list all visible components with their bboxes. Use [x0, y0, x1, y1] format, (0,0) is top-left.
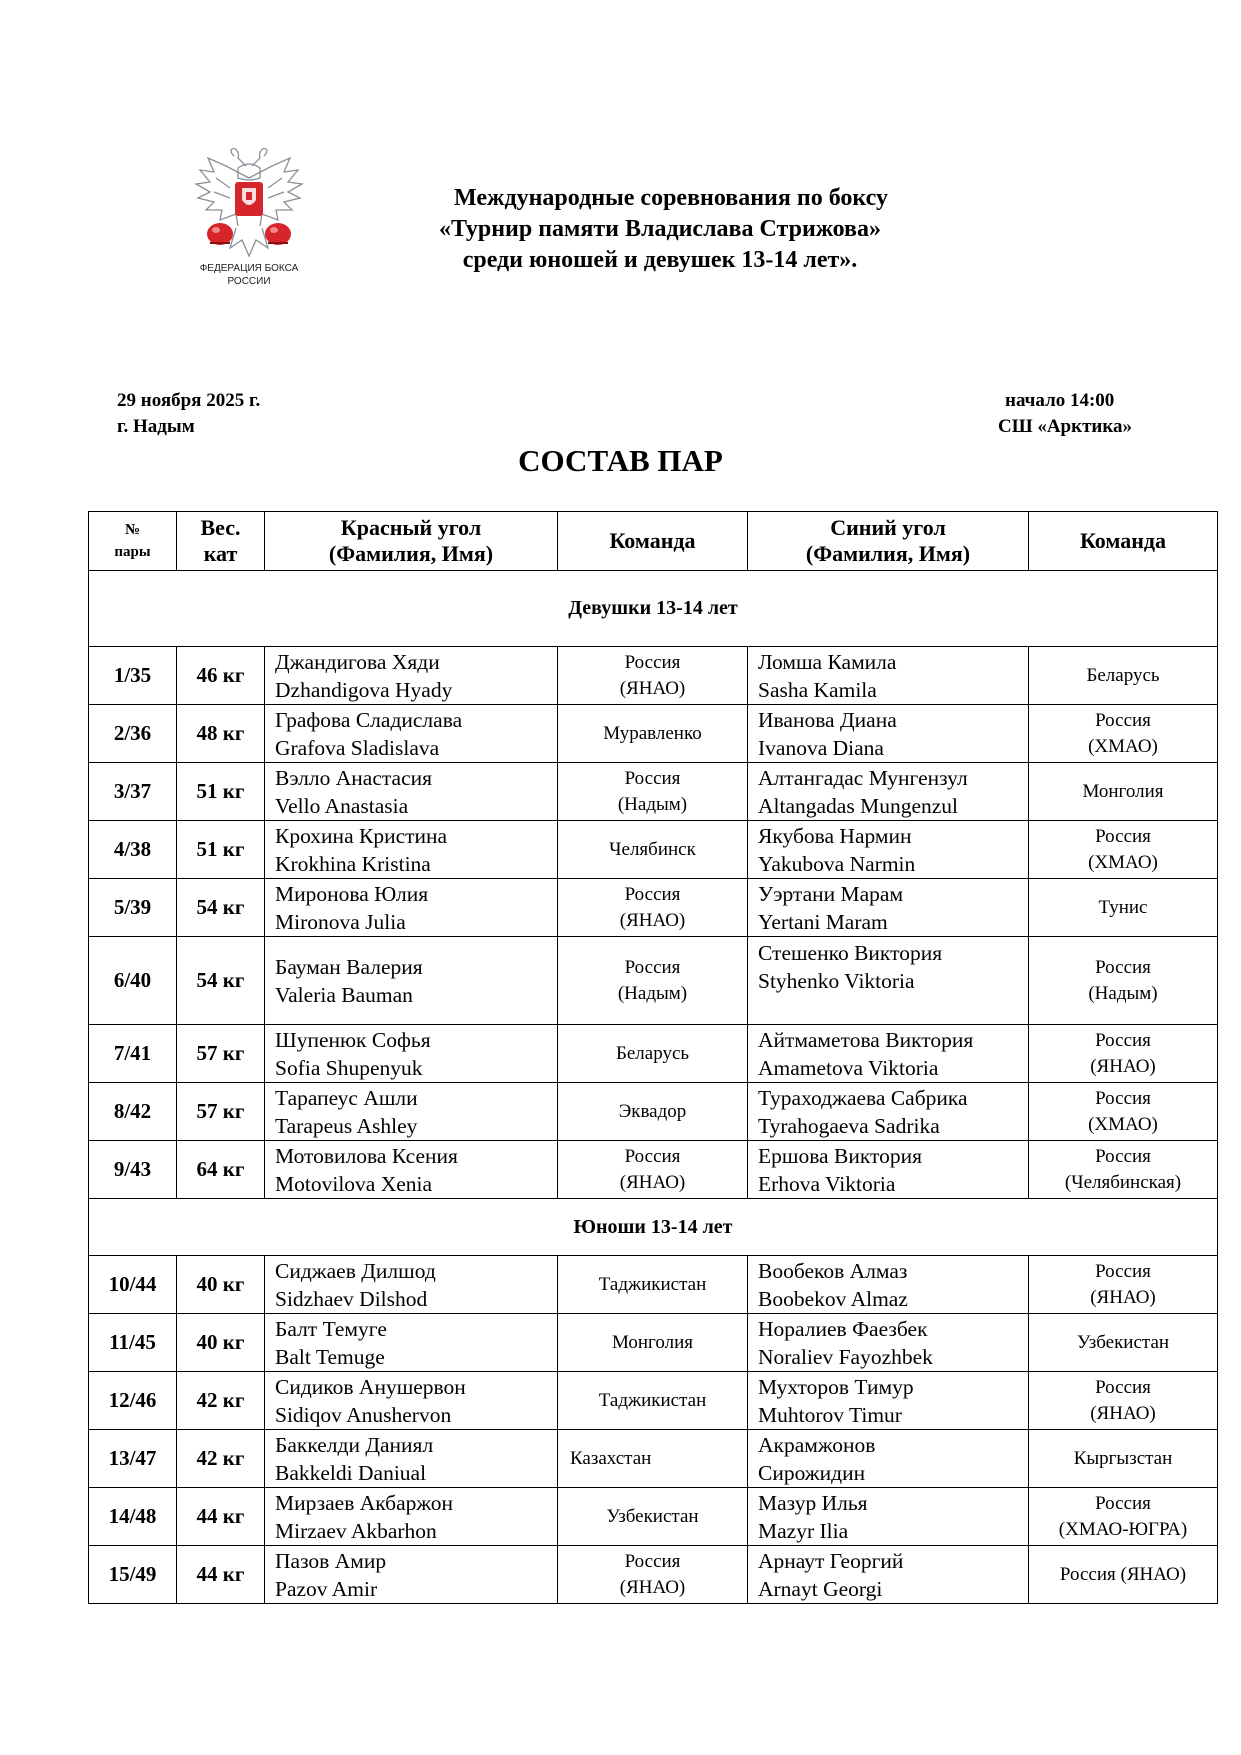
red-name-line: Vello Anastasia: [275, 793, 409, 818]
blue-corner-team: [1029, 1083, 1218, 1141]
col-header-blue-corner: [748, 512, 1029, 571]
blue-team-line: (ЯНАО): [1090, 1286, 1156, 1308]
red-name-line: Mirzaev Akbarhon: [275, 1518, 437, 1543]
blue-team-line: Тунис: [1098, 896, 1148, 918]
red-name-line: Sidzhaev Dilshod: [275, 1286, 428, 1311]
red-name-line: Вэлло Анастасия: [275, 765, 433, 790]
red-team-line: Беларусь: [615, 1042, 690, 1064]
table-row: [89, 1141, 1218, 1199]
blue-corner-team: [1029, 1488, 1218, 1546]
red-team-line: (ЯНАО): [619, 909, 686, 931]
red-corner-team: [558, 1256, 748, 1314]
blue-team-line: Россия: [1095, 825, 1151, 847]
red-name-line: Tarapeus Ashley: [275, 1113, 418, 1138]
blue-team-line: Россия (ЯНАО): [1059, 1563, 1187, 1585]
red-corner-team: [558, 821, 748, 879]
blue-corner-name: [748, 705, 1029, 763]
blue-corner-name: [748, 763, 1029, 821]
pair-number: 4/38: [89, 821, 177, 879]
blue-corner-team: [1029, 1025, 1218, 1083]
blue-name-line: Noraliev Fayozhbek: [758, 1344, 933, 1369]
red-corner-name: [265, 1025, 558, 1083]
table-row: [89, 1256, 1218, 1314]
event-city: г. Надым: [117, 416, 195, 437]
red-name-line: Сиджаев Дилшод: [275, 1258, 436, 1283]
blue-name-line: Amametova Viktoria: [758, 1055, 939, 1080]
red-corner-name: [265, 1430, 558, 1488]
blue-team-line: (ЯНАО): [1090, 1402, 1156, 1424]
col-header-weight: [177, 512, 265, 571]
red-team-line: Россия: [624, 956, 681, 978]
weight-class: 42 кг: [177, 1430, 265, 1488]
table-row: [89, 937, 1218, 1025]
weight-class: 54 кг: [177, 937, 265, 1025]
blue-name-line: Arnayt Georgi: [758, 1576, 883, 1601]
blue-name-line: Стешенко Виктория: [758, 940, 943, 965]
blue-corner-name: [748, 879, 1029, 937]
date-location: [117, 388, 260, 440]
blue-name-line: Норалиев Фаезбек: [758, 1316, 928, 1341]
red-name-line: Мотовилова Ксения: [275, 1143, 458, 1168]
red-corner-name: [265, 705, 558, 763]
weight-class: 44 кг: [177, 1546, 265, 1604]
red-corner-name: [265, 1256, 558, 1314]
group-title: Девушки 13-14 лет: [89, 571, 1218, 647]
red-name-line: Valeria Bauman: [275, 982, 413, 1007]
pair-number: 3/37: [89, 763, 177, 821]
red-corner-name: [265, 879, 558, 937]
col-header-weight-line-1: Вес.: [200, 515, 241, 540]
blue-name-line: Mazyr Ilia: [758, 1518, 849, 1543]
blue-corner-team: [1029, 1141, 1218, 1199]
red-name-line: Motovilova Xenia: [275, 1171, 433, 1196]
red-team-line: (Надым): [617, 793, 688, 815]
blue-team-line: (ЯНАО): [1090, 1055, 1156, 1077]
col-header-blue-line-2: (Фамилия, Имя): [805, 541, 971, 566]
logo-caption-line-2: РОССИИ: [227, 276, 271, 287]
red-name-line: Bakkeldi Daniual: [275, 1460, 427, 1485]
blue-name-line: Boобеков Алмаз: [758, 1258, 908, 1283]
table-row: [89, 1488, 1218, 1546]
pair-number: 12/46: [89, 1372, 177, 1430]
red-name-line: Джандигова Хяди: [275, 649, 440, 674]
logo-caption-line-1: ФЕДЕРАЦИЯ БОКСА: [199, 263, 299, 274]
blue-team-line: Монголия: [1082, 780, 1164, 802]
table-row: [89, 705, 1218, 763]
red-corner-team: [558, 879, 748, 937]
table-row: [89, 1314, 1218, 1372]
table-row: [89, 1372, 1218, 1430]
red-name-line: Тарапеус Ашли: [275, 1085, 418, 1110]
pair-number: 10/44: [89, 1256, 177, 1314]
blue-name-line: Мазур Илья: [758, 1490, 868, 1515]
event-title-line-2: «Турнир памяти Владислава Стрижова»: [439, 216, 881, 242]
red-name-line: Сидиков Анушервон: [275, 1374, 466, 1399]
blue-corner-name: [748, 1546, 1029, 1604]
red-corner-name: [265, 1083, 558, 1141]
pair-number: 11/45: [89, 1314, 177, 1372]
blue-name-line: Тураходжаева Сабрика: [758, 1085, 968, 1110]
weight-class: 42 кг: [177, 1372, 265, 1430]
red-team-line: (ЯНАО): [619, 1576, 686, 1598]
weight-class: 40 кг: [177, 1314, 265, 1372]
red-corner-name: [265, 763, 558, 821]
col-header-blue-line-1: Синий угол: [830, 515, 946, 540]
blue-corner-team: [1029, 763, 1218, 821]
blue-name-line: Якубова Нармин: [758, 823, 912, 848]
blue-corner-team: [1029, 1372, 1218, 1430]
blue-name-line: Boobekov Almaz: [758, 1286, 908, 1311]
page-heading: СОСТАВ ПАР: [518, 443, 723, 478]
blue-name-line: Erhova Viktoria: [758, 1171, 896, 1196]
blue-team-line: (ХМАО): [1088, 735, 1158, 757]
blue-corner-name: [748, 937, 1029, 1025]
red-corner-team: [558, 763, 748, 821]
red-team-line: (Надым): [617, 982, 688, 1004]
red-corner-team: [558, 1488, 748, 1546]
blue-name-line: Сирожидин: [758, 1460, 866, 1485]
blue-corner-name: [748, 1083, 1029, 1141]
pair-number: 5/39: [89, 879, 177, 937]
venue: СШ «Арктика»: [998, 416, 1133, 437]
table-row: [89, 879, 1218, 937]
start-time: начало 14:00: [1005, 390, 1115, 411]
red-name-line: Mironova Julia: [275, 909, 406, 934]
red-team-line: Россия: [624, 1145, 681, 1167]
pairs-table-body: [89, 571, 1218, 1604]
red-corner-name: [265, 1488, 558, 1546]
red-name-line: Grafova Sladislava: [275, 735, 440, 760]
red-corner-team: [558, 1372, 748, 1430]
pair-number: 1/35: [89, 647, 177, 705]
blue-team-line: Россия: [1095, 1087, 1151, 1109]
red-corner-team: [558, 647, 748, 705]
blue-name-line: Altangadas Mungenzul: [758, 793, 959, 818]
blue-corner-name: [748, 1430, 1029, 1488]
col-header-red-line-2: (Фамилия, Имя): [328, 541, 494, 566]
blue-corner-name: [748, 1314, 1029, 1372]
blue-corner-team: [1029, 1314, 1218, 1372]
weight-class: 64 кг: [177, 1141, 265, 1199]
red-corner-team: [558, 1025, 748, 1083]
pair-number: 15/49: [89, 1546, 177, 1604]
red-corner-name: [265, 1141, 558, 1199]
pairs-table: [88, 511, 1218, 1604]
red-team-line: (ЯНАО): [619, 1171, 686, 1193]
weight-class: 57 кг: [177, 1083, 265, 1141]
table-row: [89, 763, 1218, 821]
col-header-num: [89, 512, 177, 571]
blue-team-line: Беларусь: [1086, 664, 1160, 686]
blue-name-line: Ершова Виктория: [758, 1143, 922, 1168]
red-name-line: Мирзаев Акбаржон: [275, 1490, 453, 1515]
weight-class: 51 кг: [177, 821, 265, 879]
weight-class: 48 кг: [177, 705, 265, 763]
table-row: [89, 1025, 1218, 1083]
blue-corner-name: [748, 821, 1029, 879]
pair-number: 8/42: [89, 1083, 177, 1141]
red-team-line: Россия: [624, 1550, 681, 1572]
blue-corner-team: [1029, 937, 1218, 1025]
red-name-line: Бауман Валерия: [275, 954, 423, 979]
blue-corner-team: [1029, 1256, 1218, 1314]
group-row: [89, 571, 1218, 647]
table-row: [89, 647, 1218, 705]
red-corner-name: [265, 937, 558, 1025]
blue-team-line: Россия: [1095, 1492, 1151, 1514]
blue-team-line: Кыргызстан: [1073, 1447, 1173, 1469]
blue-corner-team: [1029, 705, 1218, 763]
blue-team-line: Россия: [1095, 1029, 1151, 1051]
blue-team-line: Россия: [1095, 1376, 1151, 1398]
red-team-line: Россия: [624, 767, 681, 789]
group-row: [89, 1199, 1218, 1256]
red-corner-team: [558, 937, 748, 1025]
blue-corner-team: [1029, 821, 1218, 879]
logo-caption: [188, 262, 310, 288]
red-name-line: Крохина Кристина: [275, 823, 448, 848]
pair-number: 14/48: [89, 1488, 177, 1546]
red-name-line: Миронова Юлия: [275, 881, 429, 906]
red-team-line: Россия: [624, 883, 681, 905]
red-name-line: Пазов Амир: [275, 1548, 387, 1573]
pair-number: 9/43: [89, 1141, 177, 1199]
blue-name-line: Ломша Камила: [758, 649, 897, 674]
blue-name-line: Уэртани Марам: [758, 881, 904, 906]
red-team-line: Эквадор: [618, 1100, 687, 1122]
col-header-red-line-1: Красный угол: [340, 515, 482, 540]
event-title-line-3: среди юношей и девушек 13-14 лет».: [462, 247, 858, 273]
red-corner-name: [265, 1372, 558, 1430]
blue-team-line: Россия: [1095, 956, 1151, 978]
col-header-red-corner: [265, 512, 558, 571]
red-name-line: Шупенюк Софья: [275, 1027, 431, 1052]
red-name-line: Sidiqov Anushervon: [275, 1402, 452, 1427]
blue-corner-name: [748, 1141, 1029, 1199]
blue-name-line: Styhenko Viktoria: [758, 968, 915, 993]
blue-team-line: Россия: [1095, 709, 1151, 731]
double-headed-eagle-icon: [186, 148, 312, 263]
pair-number: 13/47: [89, 1430, 177, 1488]
blue-name-line: Yertani Maram: [758, 909, 888, 934]
col-header-team-blue: Команда: [1029, 512, 1218, 571]
col-header-team-red: Команда: [558, 512, 748, 571]
red-corner-name: [265, 1314, 558, 1372]
red-team-line: Таджикистан: [598, 1389, 707, 1411]
blue-name-line: Ivanova Diana: [758, 735, 884, 760]
red-corner-name: [265, 821, 558, 879]
red-team-line: Муравленко: [603, 722, 702, 744]
blue-name-line: Muhtorov Timur: [758, 1402, 902, 1427]
red-corner-team: [558, 1546, 748, 1604]
red-name-line: Баккелди Даниял: [275, 1432, 434, 1457]
blue-name-line: Tyrahogaeva Sadrika: [758, 1113, 940, 1138]
red-team-line: (ЯНАО): [619, 677, 686, 699]
blue-corner-name: [748, 1372, 1029, 1430]
red-name-line: Sofia Shupenyuk: [275, 1055, 423, 1080]
table-row: [89, 1546, 1218, 1604]
blue-team-line: (ХМАО): [1088, 1113, 1158, 1135]
blue-team-line: (Надым): [1088, 982, 1158, 1004]
red-name-line: Графова Сладислава: [275, 707, 463, 732]
red-name-line: Dzhandigova Hyady: [275, 677, 453, 702]
blue-corner-name: [748, 1256, 1029, 1314]
blue-team-line: Россия: [1095, 1145, 1151, 1167]
start-venue: [998, 388, 1132, 440]
red-name-line: Pazov Amir: [275, 1576, 378, 1601]
blue-name-line: Алтангадас Мунгензул: [758, 765, 968, 790]
blue-team-line: Россия: [1095, 1260, 1151, 1282]
col-header-weight-line-2: кат: [203, 541, 238, 566]
blue-name-line: Айтмаметова Виктория: [758, 1027, 974, 1052]
col-header-num-line-1: №: [124, 522, 141, 538]
red-team-line: Челябинск: [609, 838, 696, 860]
red-corner-team: [558, 1083, 748, 1141]
weight-class: 54 кг: [177, 879, 265, 937]
pair-number: 7/41: [89, 1025, 177, 1083]
blue-corner-team: [1029, 1430, 1218, 1488]
blue-corner-name: [748, 1488, 1029, 1546]
blue-corner-name: [748, 1025, 1029, 1083]
red-team-line: Таджикистан: [598, 1273, 707, 1295]
table-row: [89, 821, 1218, 879]
blue-team-line: Узбекистан: [1076, 1331, 1170, 1353]
pair-number: 2/36: [89, 705, 177, 763]
blue-name-line: Мухторов Тимур: [758, 1374, 914, 1399]
blue-name-line: Акрамжонов: [758, 1432, 876, 1457]
red-team-line: Узбекистан: [606, 1505, 699, 1527]
weight-class: 51 кг: [177, 763, 265, 821]
event-title-line-1: Международные соревнования по боксу: [454, 185, 888, 211]
weight-class: 57 кг: [177, 1025, 265, 1083]
table-row: [89, 1083, 1218, 1141]
blue-name-line: Арнаут Георгий: [758, 1548, 904, 1573]
event-title: [350, 183, 970, 276]
pair-number: 6/40: [89, 937, 177, 1025]
blue-corner-team: [1029, 647, 1218, 705]
red-corner-name: [265, 1546, 558, 1604]
red-team-line: Монголия: [611, 1331, 694, 1353]
weight-class: 44 кг: [177, 1488, 265, 1546]
table-row: [89, 1430, 1218, 1488]
red-name-line: Krokhina Kristina: [275, 851, 431, 876]
blue-name-line: [758, 995, 1028, 1023]
blue-corner-team: [1029, 879, 1218, 937]
group-title: Юноши 13-14 лет: [89, 1199, 1218, 1256]
red-team-line: Казахстан: [570, 1447, 652, 1469]
red-team-line: Россия: [624, 651, 681, 673]
red-corner-team: [558, 1314, 748, 1372]
col-header-num-line-2: пары: [114, 544, 151, 560]
red-corner-name: [265, 647, 558, 705]
blue-team-line: (ХМАО-ЮГРА): [1058, 1518, 1188, 1540]
blue-name-line: Иванова Диана: [758, 707, 897, 732]
red-name-line: Балт Темуге: [275, 1316, 387, 1341]
event-date: 29 ноября 2025 г.: [117, 390, 261, 411]
blue-corner-team: [1029, 1546, 1218, 1604]
red-corner-team: [558, 1141, 748, 1199]
blue-name-line: Sasha Kamila: [758, 677, 877, 702]
blue-team-line: (Челябинская): [1064, 1171, 1182, 1193]
weight-class: 40 кг: [177, 1256, 265, 1314]
red-corner-team: [558, 1430, 748, 1488]
table-header-row: [89, 512, 1218, 571]
blue-corner-name: [748, 647, 1029, 705]
blue-team-line: (ХМАО): [1088, 851, 1158, 873]
red-name-line: Balt Temuge: [275, 1344, 385, 1369]
blue-name-line: Yakubova Narmin: [758, 851, 916, 876]
weight-class: 46 кг: [177, 647, 265, 705]
red-corner-team: [558, 705, 748, 763]
